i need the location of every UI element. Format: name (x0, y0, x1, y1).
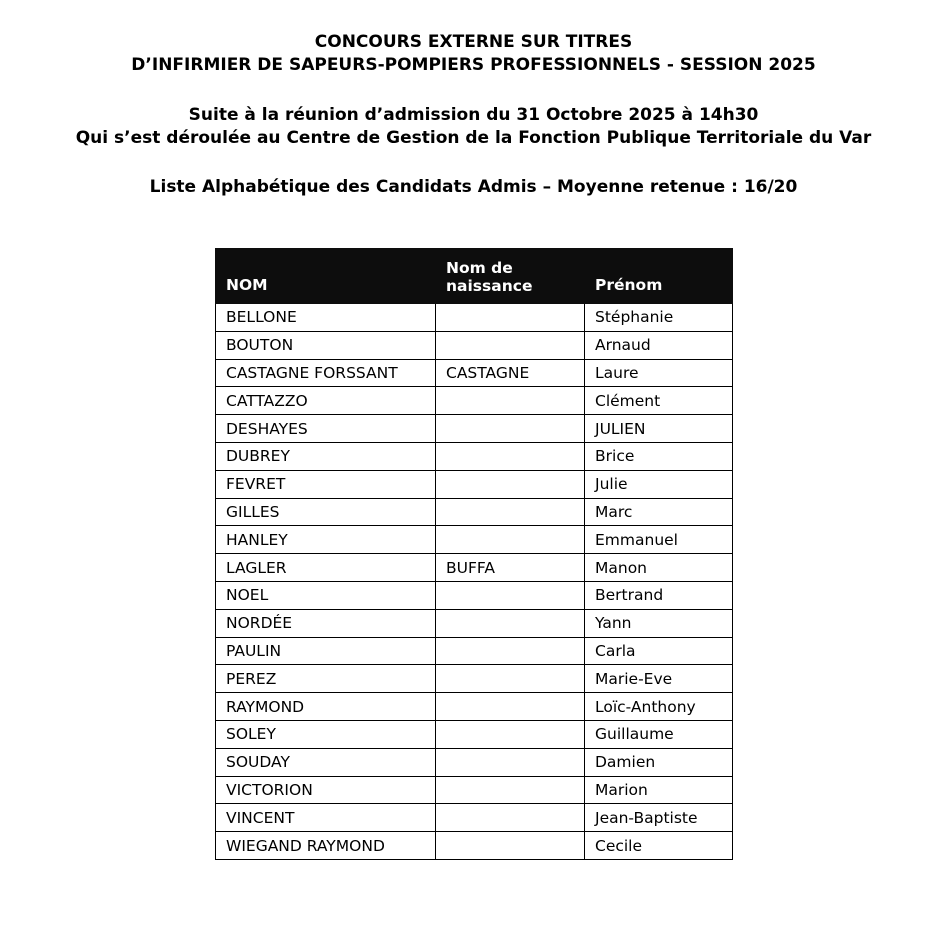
table-row (216, 581, 733, 609)
cell-prenom: Bertrand (585, 581, 733, 609)
document-title (0, 31, 947, 77)
cell-nom: BELLONE (216, 304, 436, 332)
cell-nom: DUBREY (216, 442, 436, 470)
cell-prenom: Damien (585, 748, 733, 776)
table-row (216, 498, 733, 526)
list-title-text: Liste Alphabétique des Candidats Admis – Moyenne retenue : 16/20 (149, 177, 798, 197)
cell-nom-naissance (436, 609, 585, 637)
cell-prenom: Manon (585, 554, 733, 582)
column-header-naissance-line-1: Nom de (446, 259, 513, 277)
cell-prenom: Julie (585, 470, 733, 498)
table-row (216, 748, 733, 776)
cell-nom: GILLES (216, 498, 436, 526)
cell-prenom: Yann (585, 609, 733, 637)
cell-prenom: Arnaud (585, 331, 733, 359)
cell-prenom: Laure (585, 359, 733, 387)
cell-prenom: Brice (585, 442, 733, 470)
table-row (216, 526, 733, 554)
cell-nom-naissance (436, 415, 585, 443)
cell-nom-naissance (436, 331, 585, 359)
cell-nom: VINCENT (216, 804, 436, 832)
cell-nom-naissance (436, 581, 585, 609)
cell-nom: WIEGAND RAYMOND (216, 832, 436, 860)
cell-prenom: Stéphanie (585, 304, 733, 332)
cell-nom: BOUTON (216, 331, 436, 359)
table-row (216, 832, 733, 860)
cell-prenom: Clément (585, 387, 733, 415)
cell-nom: VICTORION (216, 776, 436, 804)
cell-nom-naissance: CASTAGNE (436, 359, 585, 387)
table-header-row (216, 249, 733, 304)
cell-nom-naissance (436, 693, 585, 721)
table-row (216, 470, 733, 498)
list-title (0, 176, 947, 199)
cell-nom: NORDÉE (216, 609, 436, 637)
table-body (216, 304, 733, 860)
cell-nom-naissance (436, 526, 585, 554)
cell-nom: CATTAZZO (216, 387, 436, 415)
cell-nom: SOUDAY (216, 748, 436, 776)
table-row (216, 359, 733, 387)
cell-prenom: Marie-Eve (585, 665, 733, 693)
meeting-line-1: Suite à la réunion d’admission du 31 Octobre 2025 à 14h30 (188, 105, 759, 125)
column-header-nom: NOM (216, 249, 436, 304)
table-row (216, 304, 733, 332)
column-header-nom-naissance (436, 249, 585, 304)
table-row (216, 415, 733, 443)
cell-prenom: Carla (585, 637, 733, 665)
cell-nom-naissance (436, 442, 585, 470)
table-row (216, 776, 733, 804)
cell-nom: SOLEY (216, 720, 436, 748)
table-row (216, 554, 733, 582)
cell-nom-naissance (436, 776, 585, 804)
cell-nom: DESHAYES (216, 415, 436, 443)
table-row (216, 665, 733, 693)
cell-nom: CASTAGNE FORSSANT (216, 359, 436, 387)
cell-prenom: Guillaume (585, 720, 733, 748)
cell-nom-naissance: BUFFA (436, 554, 585, 582)
cell-nom: PEREZ (216, 665, 436, 693)
cell-prenom: Jean-Baptiste (585, 804, 733, 832)
cell-nom-naissance (436, 470, 585, 498)
title-line-2: D’INFIRMIER DE SAPEURS-POMPIERS PROFESSIONNELS - SESSION 2025 (131, 55, 816, 75)
table-row (216, 637, 733, 665)
table-row (216, 442, 733, 470)
cell-nom: FEVRET (216, 470, 436, 498)
cell-prenom: Emmanuel (585, 526, 733, 554)
cell-nom: LAGLER (216, 554, 436, 582)
cell-nom: HANLEY (216, 526, 436, 554)
cell-nom-naissance (436, 832, 585, 860)
table-row (216, 609, 733, 637)
cell-prenom: Marc (585, 498, 733, 526)
table-row (216, 804, 733, 832)
candidates-table (215, 248, 733, 860)
cell-nom-naissance (436, 637, 585, 665)
cell-prenom: JULIEN (585, 415, 733, 443)
table-header (216, 249, 733, 304)
table-row (216, 720, 733, 748)
cell-nom: PAULIN (216, 637, 436, 665)
cell-nom-naissance (436, 387, 585, 415)
cell-nom-naissance (436, 720, 585, 748)
cell-nom-naissance (436, 498, 585, 526)
cell-nom-naissance (436, 665, 585, 693)
table-row (216, 387, 733, 415)
meeting-line-2: Qui s’est déroulée au Centre de Gestion de la Fonction Publique Territoriale du Var (75, 128, 872, 148)
column-header-naissance-line-2: naissance (446, 277, 533, 295)
cell-nom-naissance (436, 804, 585, 832)
meeting-info (0, 104, 947, 150)
cell-prenom: Loïc-Anthony (585, 693, 733, 721)
cell-nom: RAYMOND (216, 693, 436, 721)
cell-prenom: Marion (585, 776, 733, 804)
table-row (216, 693, 733, 721)
column-header-prenom: Prénom (585, 249, 733, 304)
cell-prenom: Cecile (585, 832, 733, 860)
cell-nom: NOEL (216, 581, 436, 609)
cell-nom-naissance (436, 748, 585, 776)
cell-nom-naissance (436, 304, 585, 332)
title-line-1: CONCOURS EXTERNE SUR TITRES (314, 32, 633, 52)
table-row (216, 331, 733, 359)
